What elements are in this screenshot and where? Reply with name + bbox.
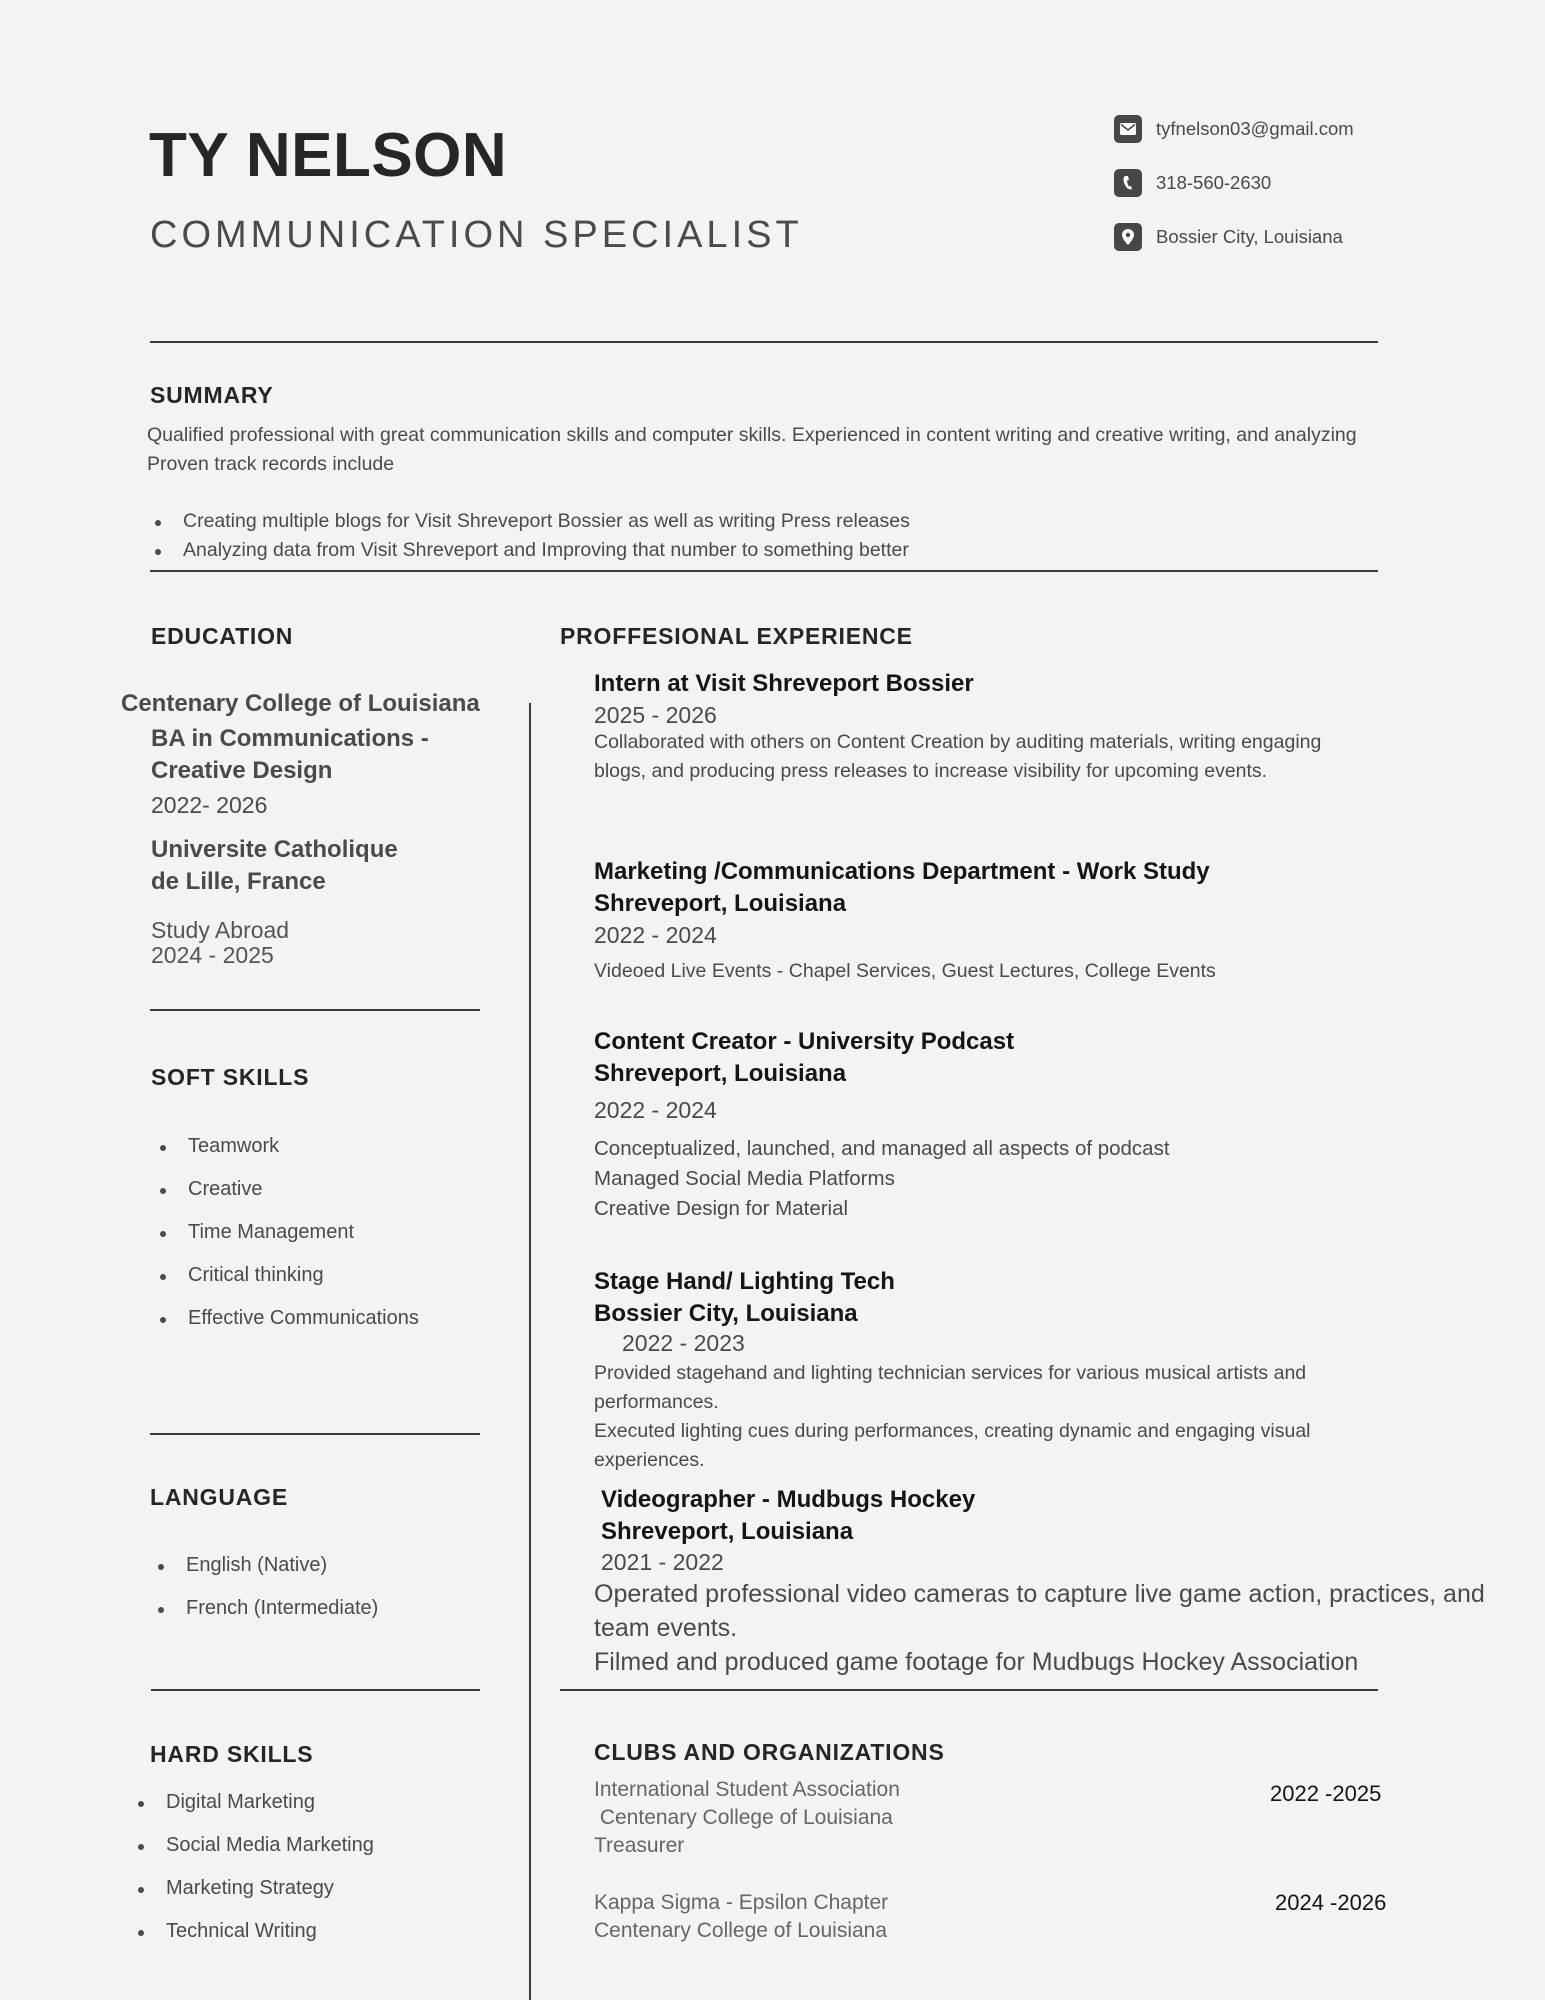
hard-skills-heading: HARD SKILLS bbox=[150, 1741, 314, 1767]
school-name: Universite Catholique de Lille, France bbox=[151, 836, 398, 895]
job-entry bbox=[594, 856, 1354, 986]
job-entry bbox=[594, 1026, 1354, 1224]
school-name: Centenary College of Louisiana bbox=[121, 690, 480, 717]
job-title: Marketing /Communications Department - Work Study bbox=[594, 858, 1210, 885]
header-divider bbox=[150, 341, 1378, 343]
club-entry bbox=[594, 1776, 900, 1860]
soft-skills-list bbox=[152, 1132, 472, 1347]
experience-heading: PROFFESIONAL EXPERIENCE bbox=[560, 623, 913, 649]
list-item: Creative bbox=[152, 1175, 472, 1218]
experience-divider bbox=[560, 1689, 1378, 1691]
hard-skills-list bbox=[130, 1788, 470, 1960]
club-years: 2024 -2026 bbox=[1275, 1890, 1387, 1915]
email-icon bbox=[1114, 115, 1142, 143]
job-location: Bossier City, Louisiana bbox=[594, 1300, 858, 1327]
job-years: 2022 - 2024 bbox=[594, 1097, 717, 1123]
club-org: Centenary College of Louisiana bbox=[594, 1806, 893, 1829]
job-years: 2022 - 2023 bbox=[622, 1330, 745, 1356]
list-item: Social Media Marketing bbox=[130, 1831, 470, 1874]
language-divider bbox=[151, 1689, 480, 1691]
study-abroad: Study Abroad 2024 - 2025 bbox=[151, 917, 290, 968]
job-description: Provided stagehand and lighting technician services for various musical artists and performances. Executed lighting cues during performances, creating dynamic and engaging visual experiences. bbox=[594, 1362, 1311, 1471]
summary-heading: SUMMARY bbox=[150, 382, 274, 408]
club-years: 2022 -2025 bbox=[1270, 1781, 1382, 1806]
contact-location bbox=[1114, 223, 1343, 251]
job-description: Conceptualized, launched, and managed all aspects of podcast Managed Social Media Platforms Creative Design for Material bbox=[594, 1137, 1170, 1220]
job-title: Videographer - Mudbugs Hockey bbox=[601, 1486, 976, 1513]
club-entry bbox=[594, 1889, 888, 1945]
education-heading: EDUCATION bbox=[151, 623, 294, 649]
job-entry bbox=[601, 1484, 1401, 1576]
job-description: Videoed Live Events - Chapel Services, Guest Lectures, College Events bbox=[594, 960, 1216, 982]
education-divider bbox=[150, 1009, 480, 1011]
club-role: Treasurer bbox=[594, 1834, 685, 1857]
phone-text: 318-560-2630 bbox=[1156, 172, 1272, 193]
phone-icon bbox=[1114, 169, 1142, 197]
education-years: 2022- 2026 bbox=[151, 792, 268, 818]
column-divider bbox=[529, 703, 531, 2000]
candidate-name: TY NELSON bbox=[149, 121, 508, 190]
location-icon bbox=[1114, 223, 1142, 251]
list-item: Digital Marketing bbox=[130, 1788, 470, 1831]
language-list bbox=[150, 1551, 470, 1637]
summary-text: Qualified professional with great communication skills and computer skills. Experienced in content writing and creative writing, and analyzing Proven track records include bbox=[147, 424, 1357, 475]
list-item: Marketing Strategy bbox=[130, 1874, 470, 1917]
list-item: Creating multiple blogs for Visit Shreveport Bossier as well as writing Press releases bbox=[147, 507, 1347, 536]
list-item: French (Intermediate) bbox=[150, 1594, 470, 1637]
job-years: 2021 - 2022 bbox=[601, 1549, 724, 1575]
list-item: English (Native) bbox=[150, 1551, 470, 1594]
list-item: Time Management bbox=[152, 1218, 472, 1261]
job-entry bbox=[594, 1266, 1424, 1475]
email-text: tyfnelson03@gmail.com bbox=[1156, 118, 1354, 139]
list-item: Technical Writing bbox=[130, 1917, 470, 1960]
summary-bullets bbox=[147, 507, 1347, 565]
summary-divider bbox=[150, 570, 1378, 572]
degree: BA in Communications - Creative Design bbox=[151, 725, 429, 784]
job-title: Content Creator - University Podcast bbox=[594, 1028, 1015, 1055]
contact-phone bbox=[1114, 169, 1271, 197]
job-description: Collaborated with others on Content Creation by auditing materials, writing engaging blogs, and producing press releases to increase visibility for upcoming events. bbox=[594, 731, 1322, 782]
club-org: Centenary College of Louisiana bbox=[594, 1919, 888, 1942]
list-item: Effective Communications bbox=[152, 1304, 472, 1347]
job-years: 2022 - 2024 bbox=[594, 922, 717, 948]
list-item: Teamwork bbox=[152, 1132, 472, 1175]
job-title: Stage Hand/ Lighting Tech bbox=[594, 1268, 895, 1295]
list-item: Critical thinking bbox=[152, 1261, 472, 1304]
clubs-heading: CLUBS AND ORGANIZATIONS bbox=[594, 1739, 945, 1765]
location-text: Bossier City, Louisiana bbox=[1156, 226, 1343, 247]
job-description: Operated professional video cameras to capture live game action, practices, and team events. Filmed and produced game footage for Mudbugs Hockey Association bbox=[594, 1580, 1485, 1676]
contact-email bbox=[1114, 115, 1354, 143]
job-location: Shreveport, Louisiana bbox=[594, 890, 847, 917]
job-location: Shreveport, Louisiana bbox=[594, 1060, 847, 1087]
job-entry bbox=[594, 668, 1354, 786]
language-heading: LANGUAGE bbox=[150, 1484, 289, 1510]
job-years: 2025 - 2026 bbox=[594, 702, 717, 728]
list-item: Analyzing data from Visit Shreveport and Improving that number to something better bbox=[147, 536, 1347, 565]
job-title: COMMUNICATION SPECIALIST bbox=[150, 214, 803, 256]
club-name: International Student Association bbox=[594, 1778, 900, 1801]
club-name: Kappa Sigma - Epsilon Chapter bbox=[594, 1891, 889, 1914]
job-location: Shreveport, Louisiana bbox=[601, 1518, 854, 1545]
job-title: Intern at Visit Shreveport Bossier bbox=[594, 670, 974, 697]
soft-skills-divider bbox=[150, 1433, 480, 1435]
soft-skills-heading: SOFT SKILLS bbox=[151, 1064, 310, 1090]
